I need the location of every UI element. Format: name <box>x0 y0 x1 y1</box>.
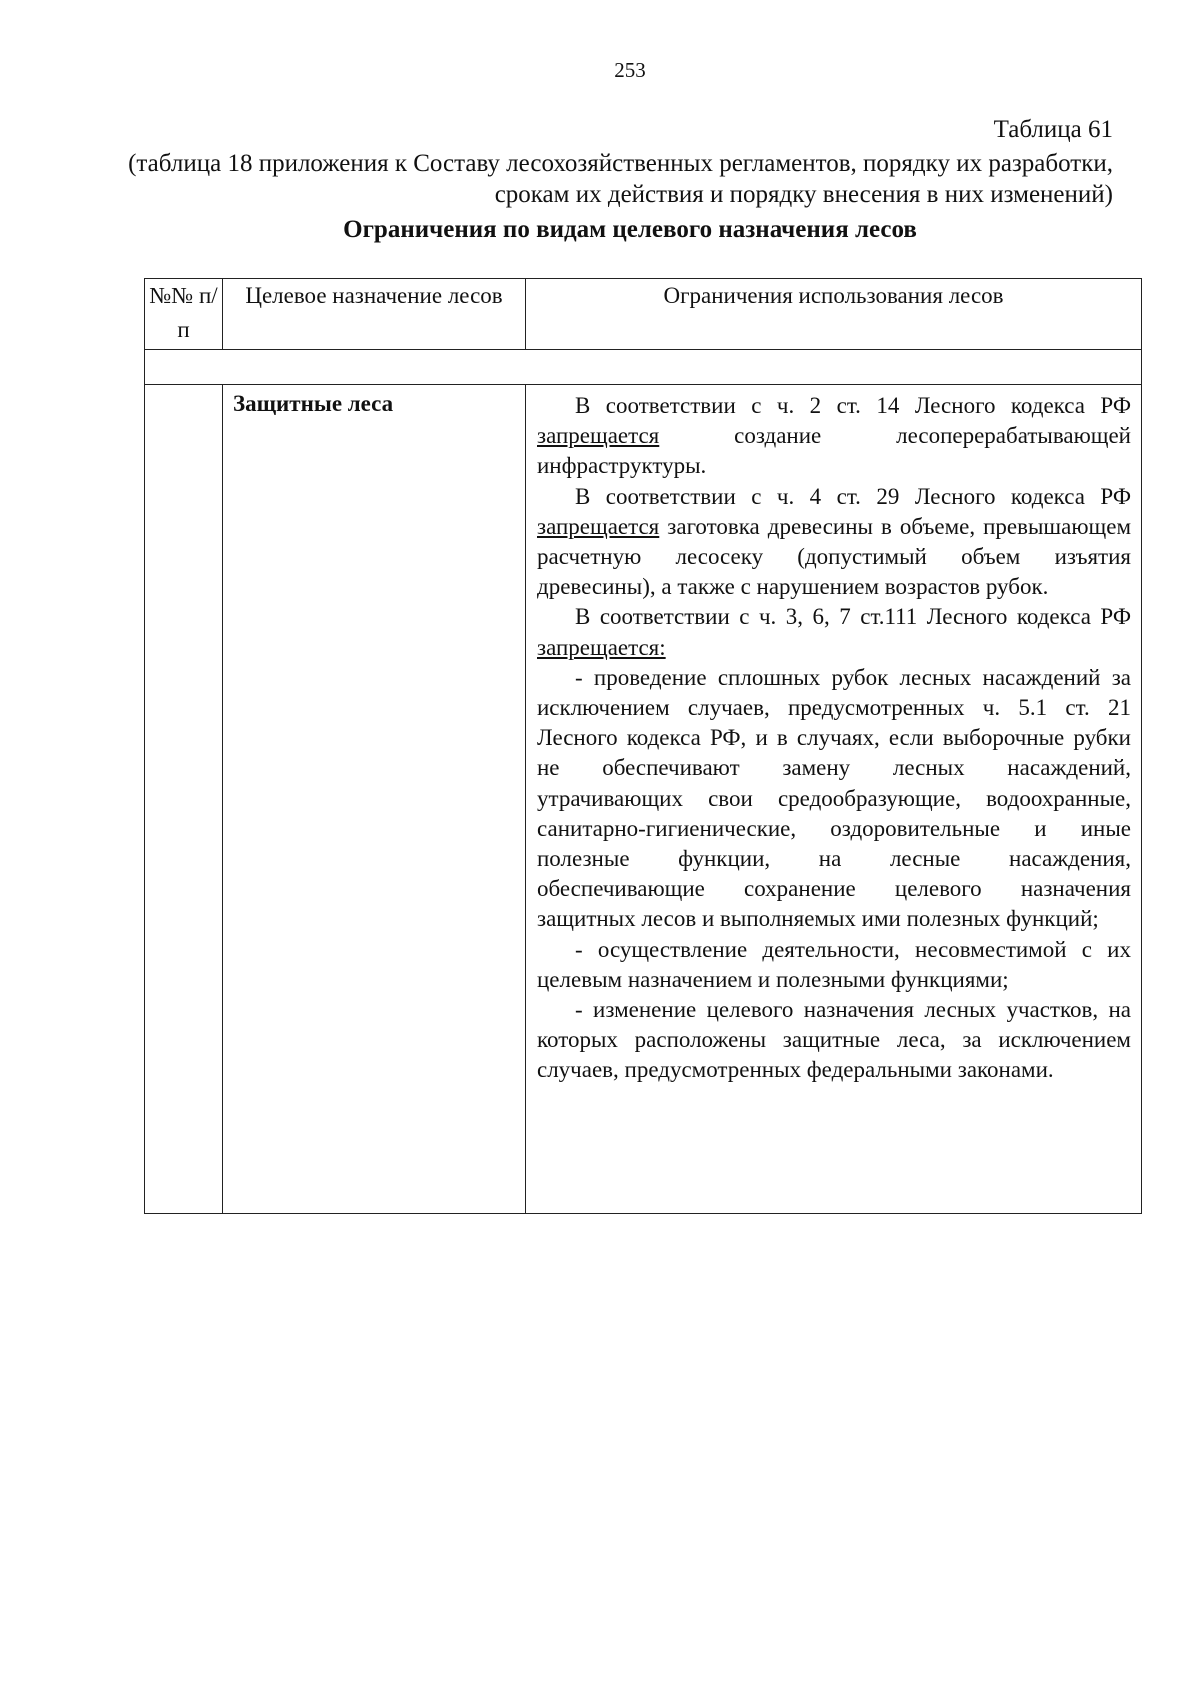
paragraph-4: - проведение сплошных рубок лесных насаждений за исключением случаев, предусмотренных ч. 5.1 ст. 21 Лесного кодекса РФ, и в случаях, если выборочные рубки не обеспечивают замену лесных насаждений, утрачивающих свои средообразующие, водоохранные, санитарно-гигиенические, оздоровительные и иные полезные функции, на лесные насаждения, обеспечивающие сохранение целевого назначения защитных лесов и выполняемых ими полезных функций; <box>537 664 1131 932</box>
num-cell <box>145 385 223 1214</box>
p3-text-a: В соответствии с ч. 3, 6, 7 ст.111 Лесного кодекса РФ <box>575 604 1131 630</box>
p1-text-a: В соответствии с ч. 2 ст. 14 Лесного кодекса РФ <box>575 393 1131 418</box>
p1-underlined: запрещается <box>537 423 660 449</box>
empty-cell <box>145 350 1142 385</box>
paragraph-6: - изменение целевого назначения лесных участков, на которых расположены защитные леса, за исключением случаев, предусмотренных федеральными законами. <box>537 997 1131 1083</box>
paragraph-3 <box>537 602 1131 662</box>
p2-text-b: заготовка древесины в объеме, превышающем расчетную лесосеку (допустимый объем изъятия древесины), а также с нарушением возрастов рубок. <box>537 513 1131 600</box>
table-caption: (таблица 18 приложения к Составу лесохозяйственных регламентов, порядку их разработки, срокам их действия и порядку внесения в них изменений) <box>128 150 1113 208</box>
restrictions-table <box>144 278 1142 1214</box>
page-number: 253 <box>614 58 646 82</box>
table-label: Таблица 61 <box>993 116 1113 143</box>
page-title: Ограничения по видам целевого назначения лесов <box>343 216 917 243</box>
restrictions-cell <box>526 385 1142 1214</box>
header-restrictions: Ограничения использования лесов <box>526 279 1142 350</box>
paragraph-1 <box>537 391 1131 482</box>
p3-underlined: запрещается: <box>537 634 666 660</box>
table-header-row <box>145 279 1142 350</box>
paragraph-5: - осуществление деятельности, несовместимой с их целевым назначением и полезными функциями; <box>537 936 1131 992</box>
header-purpose: Целевое назначение лесов <box>223 279 526 350</box>
purpose-cell: Защитные леса <box>223 385 526 1214</box>
header-num: №№ п/п <box>145 279 223 350</box>
p2-text-a: В соответствии с ч. 4 ст. 29 Лесного кодекса РФ <box>575 483 1131 509</box>
paragraph-2 <box>537 482 1131 603</box>
empty-row <box>145 350 1142 385</box>
table-row <box>145 385 1142 1214</box>
p2-underlined: запрещается <box>537 513 660 539</box>
p1-text-b: создание лесоперерабатывающей инфраструктуры. <box>537 423 1131 479</box>
